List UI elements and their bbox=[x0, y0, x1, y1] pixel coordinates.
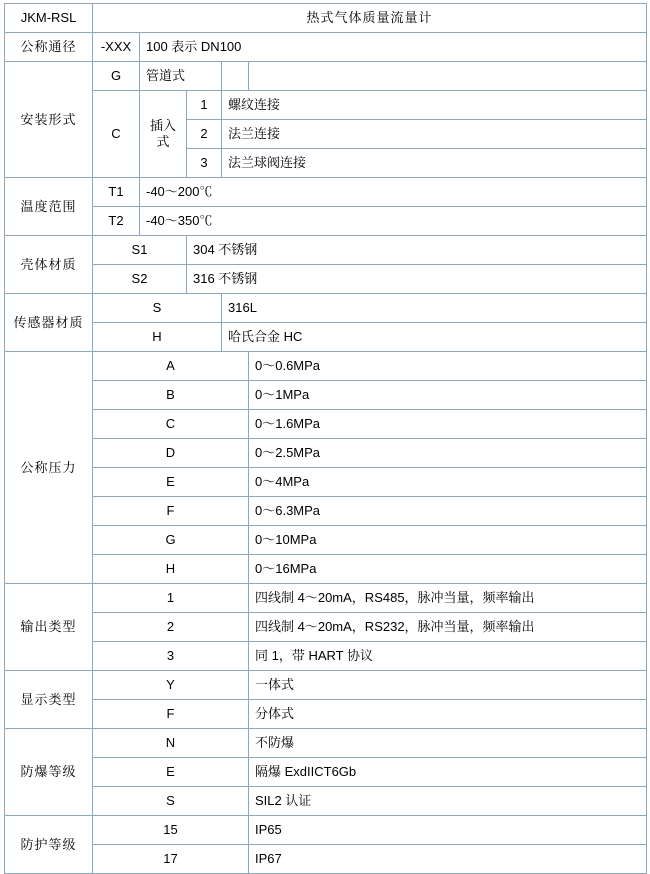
value-protection-17: IP67 bbox=[249, 845, 647, 874]
table-row-pressure-g bbox=[5, 526, 647, 555]
value-install-g: 管道式 bbox=[140, 62, 222, 91]
table-row-shell-s2 bbox=[5, 265, 647, 294]
value-output-1: 四线制 4～20mA，RS485，脉冲当量，频率输出 bbox=[249, 584, 647, 613]
row-label-nominal-pressure: 公称压力 bbox=[5, 352, 93, 584]
value-pressure-h: 0～16MPa bbox=[249, 555, 647, 584]
code-explosion-n: N bbox=[93, 729, 249, 758]
code-protection-17: 17 bbox=[93, 845, 249, 874]
label-insert-type: 插入式 bbox=[140, 91, 187, 178]
code-pressure-b: B bbox=[93, 381, 249, 410]
table-row-temp-t1 bbox=[5, 178, 647, 207]
code-shell-s1: S1 bbox=[93, 236, 187, 265]
value-pressure-e: 0～4MPa bbox=[249, 468, 647, 497]
spec-sheet bbox=[0, 3, 650, 867]
code-sensor-s: S bbox=[93, 294, 222, 323]
code-display-f: F bbox=[93, 700, 249, 729]
value-output-2: 四线制 4～20mA，RS232，脉冲当量，频率输出 bbox=[249, 613, 647, 642]
row-label-protection-grade: 防护等级 bbox=[5, 816, 93, 874]
value-pressure-c: 0～1.6MPa bbox=[249, 410, 647, 439]
value-pressure-g: 0～10MPa bbox=[249, 526, 647, 555]
code-sensor-h: H bbox=[93, 323, 222, 352]
row-label-nominal-diameter: 公称通径 bbox=[5, 33, 93, 62]
value-pressure-f: 0～6.3MPa bbox=[249, 497, 647, 526]
code-temp-t2: T2 bbox=[93, 207, 140, 236]
value-shell-s1: 304 不锈钢 bbox=[187, 236, 647, 265]
code-nominal-diameter: -XXX bbox=[93, 33, 140, 62]
code-pressure-e: E bbox=[93, 468, 249, 497]
value-display-f: 分体式 bbox=[249, 700, 647, 729]
value-install-c3: 法兰球阀连接 bbox=[222, 149, 647, 178]
value-pressure-a: 0～0.6MPa bbox=[249, 352, 647, 381]
code-output-3: 3 bbox=[93, 642, 249, 671]
code-pressure-c: C bbox=[93, 410, 249, 439]
code-pressure-f: F bbox=[93, 497, 249, 526]
table-row-install-g bbox=[5, 62, 647, 91]
code-temp-t1: T1 bbox=[93, 178, 140, 207]
table-row-output-3 bbox=[5, 642, 647, 671]
table-row-install-c1 bbox=[5, 91, 647, 120]
table-row-nominal-diameter bbox=[5, 33, 647, 62]
row-label-display-type: 显示类型 bbox=[5, 671, 93, 729]
table-row-output-1 bbox=[5, 584, 647, 613]
value-sensor-s: 316L bbox=[222, 294, 647, 323]
table-row-pressure-d bbox=[5, 439, 647, 468]
code-install-c1: 1 bbox=[187, 91, 222, 120]
code-shell-s2: S2 bbox=[93, 265, 187, 294]
code-display-y: Y bbox=[93, 671, 249, 700]
value-protection-15: IP65 bbox=[249, 816, 647, 845]
code-output-2: 2 bbox=[93, 613, 249, 642]
value-pressure-b: 0～1MPa bbox=[249, 381, 647, 410]
value-nominal-diameter: 100 表示 DN100 bbox=[140, 33, 647, 62]
value-explosion-s: SIL2 认证 bbox=[249, 787, 647, 816]
model-code-cell: JKM-RSL bbox=[5, 4, 93, 33]
table-row-shell-s1 bbox=[5, 236, 647, 265]
value-explosion-e: 隔爆 ExdIICT6Gb bbox=[249, 758, 647, 787]
table-row-output-2 bbox=[5, 613, 647, 642]
code-explosion-e: E bbox=[93, 758, 249, 787]
row-label-output-type: 输出类型 bbox=[5, 584, 93, 671]
code-explosion-s: S bbox=[93, 787, 249, 816]
value-temp-t2: -40～350℃ bbox=[140, 207, 647, 236]
code-install-c2: 2 bbox=[187, 120, 222, 149]
table-row-protection-15 bbox=[5, 816, 647, 845]
code-install-c3: 3 bbox=[187, 149, 222, 178]
table-row-display-f bbox=[5, 700, 647, 729]
row-label-temperature-range: 温度范围 bbox=[5, 178, 93, 236]
row-label-shell-material: 壳体材质 bbox=[5, 236, 93, 294]
specification-table bbox=[4, 3, 647, 874]
code-pressure-h: H bbox=[93, 555, 249, 584]
table-row-pressure-f bbox=[5, 497, 647, 526]
value-install-c1: 螺纹连接 bbox=[222, 91, 647, 120]
row-label-explosion-proof: 防爆等级 bbox=[5, 729, 93, 816]
table-row-pressure-a bbox=[5, 352, 647, 381]
row-label-install-type: 安装形式 bbox=[5, 62, 93, 178]
value-pressure-d: 0～2.5MPa bbox=[249, 439, 647, 468]
product-title-cell: 热式气体质量流量计 bbox=[93, 4, 647, 33]
value-display-y: 一体式 bbox=[249, 671, 647, 700]
row-label-sensor-material: 传感器材质 bbox=[5, 294, 93, 352]
table-row-explosion-e bbox=[5, 758, 647, 787]
table-row-sensor-s bbox=[5, 294, 647, 323]
code-protection-15: 15 bbox=[93, 816, 249, 845]
table-row-explosion-n bbox=[5, 729, 647, 758]
code-output-1: 1 bbox=[93, 584, 249, 613]
value-explosion-n: 不防爆 bbox=[249, 729, 647, 758]
code-pressure-a: A bbox=[93, 352, 249, 381]
table-row-pressure-c bbox=[5, 410, 647, 439]
value-install-c2: 法兰连接 bbox=[222, 120, 647, 149]
table-row-temp-t2 bbox=[5, 207, 647, 236]
table-row-header bbox=[5, 4, 647, 33]
code-pressure-g: G bbox=[93, 526, 249, 555]
table-row-sensor-h bbox=[5, 323, 647, 352]
value-shell-s2: 316 不锈钢 bbox=[187, 265, 647, 294]
table-row-pressure-e bbox=[5, 468, 647, 497]
code-pressure-d: D bbox=[93, 439, 249, 468]
code-install-g: G bbox=[93, 62, 140, 91]
table-row-pressure-h bbox=[5, 555, 647, 584]
value-install-g-sub bbox=[249, 62, 647, 91]
table-row-pressure-b bbox=[5, 381, 647, 410]
table-row-protection-17 bbox=[5, 845, 647, 874]
value-sensor-h: 哈氏合金 HC bbox=[222, 323, 647, 352]
table-row-explosion-s bbox=[5, 787, 647, 816]
value-temp-t1: -40～200℃ bbox=[140, 178, 647, 207]
table-row-display-y bbox=[5, 671, 647, 700]
code-install-g-sub bbox=[222, 62, 249, 91]
code-install-c: C bbox=[93, 91, 140, 178]
value-output-3: 同 1，带 HART 协议 bbox=[249, 642, 647, 671]
